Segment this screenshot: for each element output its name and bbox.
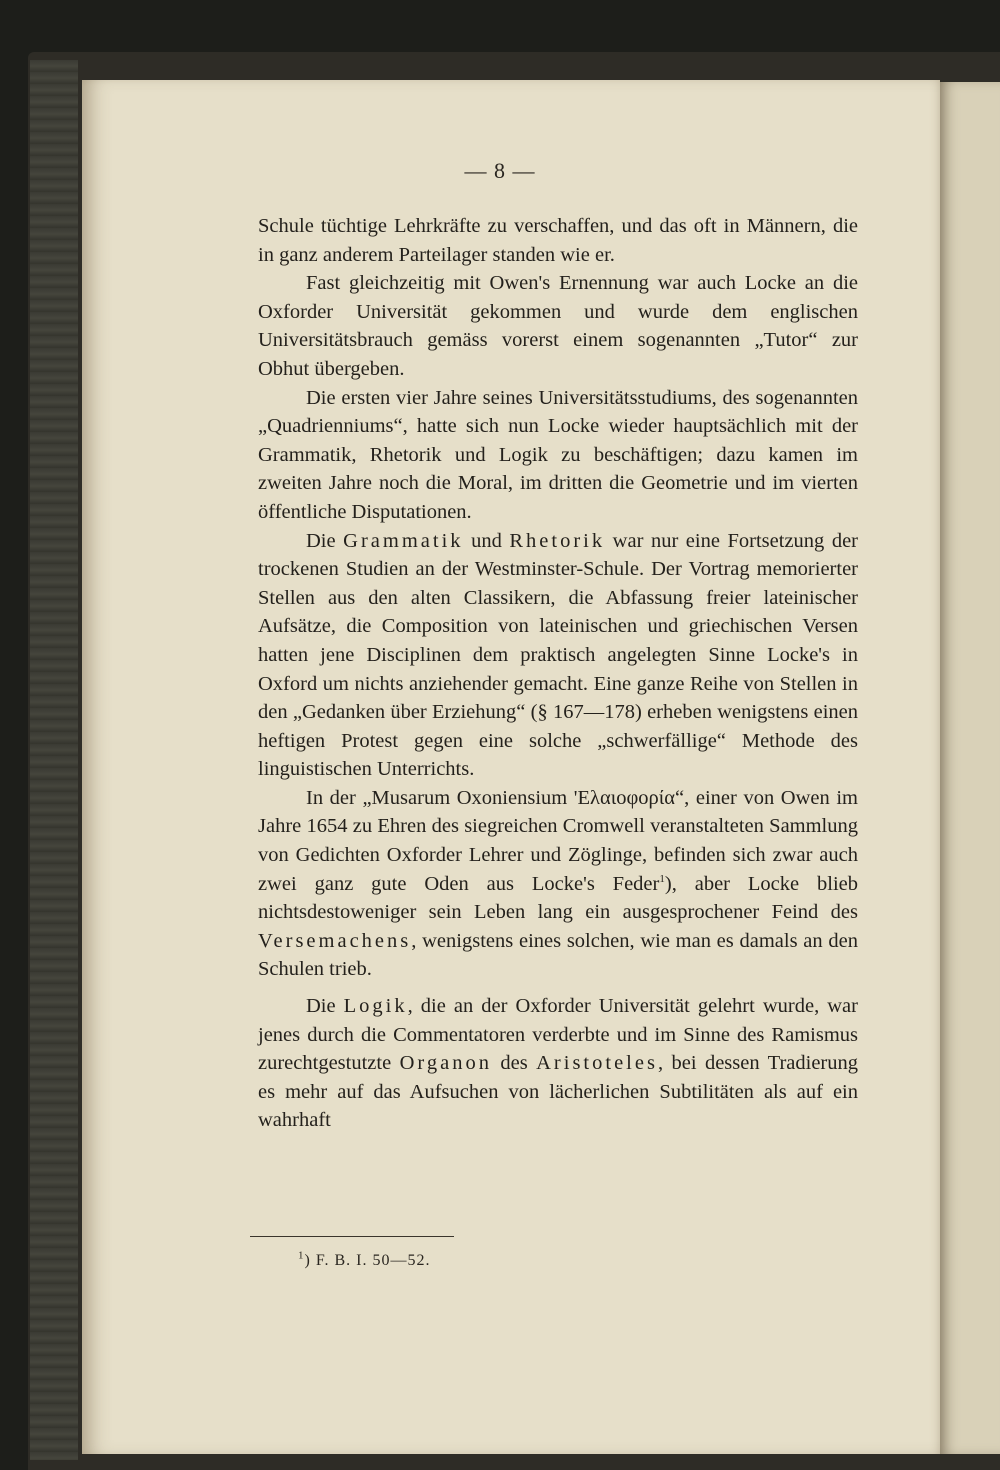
paragraph-5-after: , wenigstens eines solchen, wie man es damals an den Schulen trieb. (258, 929, 858, 981)
spaced-word-versemachens: Versemachens (258, 929, 412, 952)
paragraph-2: Fast gleichzeitig mit Owen's Ernennung war auch Locke an die Oxforder Universität gekommen und wurde dem englischen Universitätsbrauch gemäss vorerst einem sogenannten „Tutor“ zur Obhut übergeben. (258, 272, 858, 380)
footnote-mark: 1 (298, 1249, 305, 1262)
footnote-text: ) F. B. I. 50—52. (304, 1252, 431, 1269)
spaced-word-organon: Organon (399, 1052, 492, 1075)
paragraph-4-rest: war nur eine Fortsetzung der trockenen Studien an der Westminster-Schule. Der Vortrag memorierter Stellen aus den alten Classikern, die Abfassung freier lateinischer Aufsätze, die Composition von lateinischen und griechischen Versen hatten jene Disciplinen dem praktisch angelegten Sinne Locke's in Oxford um nichts anziehender gemacht. Eine ganze Reihe von Stellen in den „Gedanken über Erziehung“ (§ 167—178) erheben wenigstens einen heftigen Protest gegen eine solche „schwerfällige“ Methode des linguistischen Unterrichts. (258, 529, 859, 781)
body-text (258, 212, 858, 1135)
spaced-word-logik: Logik (343, 995, 408, 1018)
paragraph-4-und: und (463, 529, 510, 552)
paragraph-6-end: , bei dessen Tradierung es mehr auf das Aufsuchen von lächerlichen Subtilitäten als auf ein wahrhaft (258, 1052, 858, 1132)
next-page-edge (940, 82, 1000, 1454)
paragraph-6-mid2: des (491, 1052, 537, 1075)
footnote-reference: 1 (659, 872, 665, 885)
paragraph-5-middle: ), aber Locke blieb nichtsdestoweniger sein Leben lang ein ausgesprochener Feind des (258, 872, 858, 924)
paragraph-6-mid1: , die an der Oxforder Universität gelehrt wurde, war jenes durch die Commentatoren verderbte und im Sinne des Ramismus zurechtgestutzte (258, 995, 858, 1075)
paragraph-4: Die Grammatik und Rhetorik war nur eine Fortsetzung der trockenen Studien an der Westminster-Schule. Der Vortrag memorierter Stellen aus den alten Classikern, die Abfassung freier lateinischer Aufsätze, die Composition von lateinischen und griechischen Versen hatten jene Disciplinen dem praktisch angelegten Sinne Locke's in Oxford um nichts anziehender gemacht. Eine ganze Reihe von Stellen in den „Gedanken über Erziehung“ (§ 167—178) erheben wenigstens einen heftigen Protest gegen eine solche „schwerfällige“ Methode des linguistischen Unterrichts. (258, 529, 859, 781)
page-number: — 8 — (464, 158, 536, 183)
paragraph-5-before: In der „Musarum Oxoniensium 'Ελαιοφορία“, einer von Owen im Jahre 1654 zu Ehren des siegreichen Cromwell veranstalteten Sammlung von Gedichten Oxforder Lehrer und Zöglinge, befinden sich zwar auch zwei ganz gute Oden aus Locke's Feder (258, 786, 858, 895)
book-spine-edge (30, 60, 78, 1460)
paragraph-5 (258, 784, 858, 984)
paragraph-3: Die ersten vier Jahre seines Universitätsstudiums, des sogenannten „Quadrienniums“, hatte sich nun Locke wieder hauptsächlich mit der Grammatik, Rhetorik und Logik zu beschäftigen; dazu kamen im zweiten Jahre noch die Moral, im dritten die Geometrie und im vierten öffentliche Disputationen. (258, 386, 858, 523)
spaced-word-rhetorik: Rhetorik (509, 529, 606, 552)
spaced-word-aristoteles: Aristoteles (536, 1052, 658, 1075)
paragraph-6 (258, 992, 858, 1135)
spaced-word-grammatik: Grammatik (343, 529, 464, 552)
footnote-divider (250, 1236, 454, 1237)
footnote (298, 1249, 431, 1270)
paragraph-1: Schule tüchtige Lehrkräfte zu verschaffen, und das oft in Männern, die in ganz anderem Parteilager standen wie er. (258, 215, 858, 266)
paragraph-6-start: Die (306, 995, 344, 1018)
